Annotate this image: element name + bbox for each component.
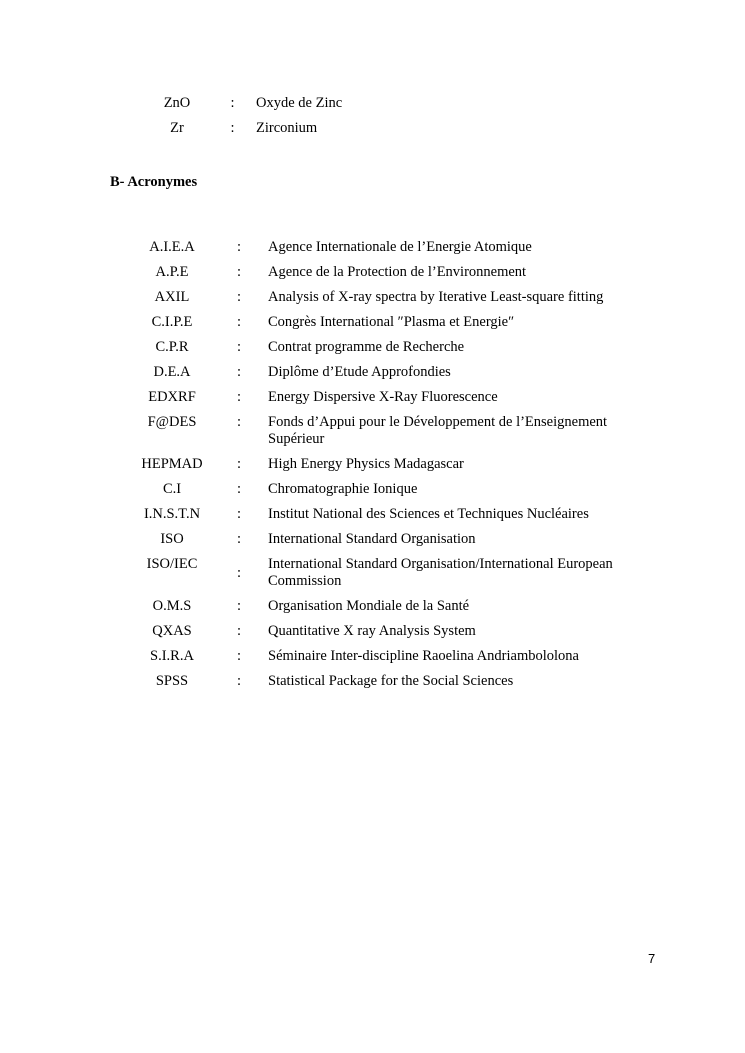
- table-row: [145, 120, 342, 145]
- abbreviation: C.I.P.E: [151, 314, 193, 330]
- abbreviation: F@DES: [147, 414, 197, 430]
- abbreviation: I.N.S.T.N: [143, 506, 201, 522]
- separator: :: [236, 364, 242, 380]
- page-number: 7: [648, 951, 656, 966]
- separator: :: [236, 264, 242, 280]
- table-row: [134, 289, 633, 314]
- abbreviation: O.M.S: [152, 598, 192, 614]
- separator: :: [236, 673, 242, 689]
- section-heading: B- Acronymes: [110, 174, 198, 190]
- separator: :: [236, 456, 242, 472]
- abbreviation: D.E.A: [153, 364, 191, 380]
- table-row: [134, 623, 633, 648]
- separator: :: [236, 564, 242, 581]
- separator: :: [236, 414, 242, 430]
- separator: :: [236, 389, 242, 405]
- table-row: [134, 314, 633, 339]
- abbreviation: ISO/IEC: [146, 556, 198, 572]
- definition: Agence de la Protection de l’Environnement: [268, 264, 527, 280]
- definition: International Standard Organisation/International European Commission: [268, 556, 613, 589]
- definition: Statistical Package for the Social Sciences: [268, 673, 514, 689]
- abbreviation: EDXRF: [148, 389, 196, 405]
- separator: :: [236, 623, 242, 639]
- definition: Zirconium: [256, 120, 318, 136]
- definition: Quantitative X ray Analysis System: [268, 623, 476, 639]
- acronym-table: [134, 239, 633, 698]
- definition: High Energy Physics Madagascar: [268, 456, 464, 472]
- abbreviation: HEPMAD: [141, 456, 203, 472]
- abbreviation: ZnO: [163, 95, 191, 111]
- abbreviation: A.P.E: [155, 264, 189, 280]
- table-row: [134, 506, 633, 531]
- separator: :: [236, 506, 242, 522]
- separator: :: [230, 120, 235, 136]
- abbreviation: Zr: [170, 120, 184, 136]
- definition: Analysis of X-ray spectra by Iterative Least-square fitting: [268, 289, 604, 305]
- table-row: [134, 556, 633, 598]
- definition: Energy Dispersive X-Ray Fluorescence: [268, 389, 498, 405]
- definition: Institut National des Sciences et Techniques Nucléaires: [268, 506, 589, 522]
- table-row: [134, 481, 633, 506]
- abbreviation: QXAS: [152, 623, 192, 639]
- definition: Diplôme d’Etude Approfondies: [268, 364, 451, 380]
- separator: :: [236, 289, 242, 305]
- table-row: [134, 648, 633, 673]
- abbreviation: C.I: [162, 481, 182, 497]
- definition: International Standard Organisation: [268, 531, 476, 547]
- definition: Organisation Mondiale de la Santé: [268, 598, 470, 614]
- separator: :: [230, 95, 235, 111]
- separator: :: [236, 481, 242, 497]
- definition: Séminaire Inter-discipline Raoelina Andriambololona: [268, 648, 579, 664]
- separator: :: [236, 314, 242, 330]
- abbreviation: S.I.R.A: [150, 648, 194, 664]
- definition: Agence Internationale de l’Energie Atomique: [268, 239, 532, 255]
- separator: :: [236, 598, 242, 614]
- abbreviation: C.P.R: [155, 339, 189, 355]
- table-row: [134, 389, 633, 414]
- definition: Contrat programme de Recherche: [268, 339, 465, 355]
- abbreviation: AXIL: [154, 289, 190, 305]
- table-row: [134, 598, 633, 623]
- table-row: [134, 531, 633, 556]
- table-row: [145, 95, 342, 120]
- definition: Oxyde de Zinc: [256, 95, 343, 111]
- table-row: [134, 456, 633, 481]
- table-row: [134, 264, 633, 289]
- table-row: [134, 364, 633, 389]
- separator: :: [236, 531, 242, 547]
- abbreviation: A.I.E.A: [149, 239, 195, 255]
- definition: Chromatographie Ionique: [268, 481, 418, 497]
- separator: :: [236, 648, 242, 664]
- table-row: [134, 339, 633, 364]
- definition: Congrès International ″Plasma et Energie″: [268, 314, 515, 330]
- abbreviation: SPSS: [155, 673, 189, 689]
- table-row: [134, 673, 633, 698]
- separator: :: [236, 339, 242, 355]
- symbol-table: [145, 95, 342, 145]
- abbreviation: ISO: [160, 531, 184, 547]
- separator: :: [236, 239, 242, 255]
- table-row: [134, 239, 633, 264]
- table-row: [134, 414, 633, 456]
- definition: Fonds d’Appui pour le Développement de l’Enseignement Supérieur: [268, 414, 608, 447]
